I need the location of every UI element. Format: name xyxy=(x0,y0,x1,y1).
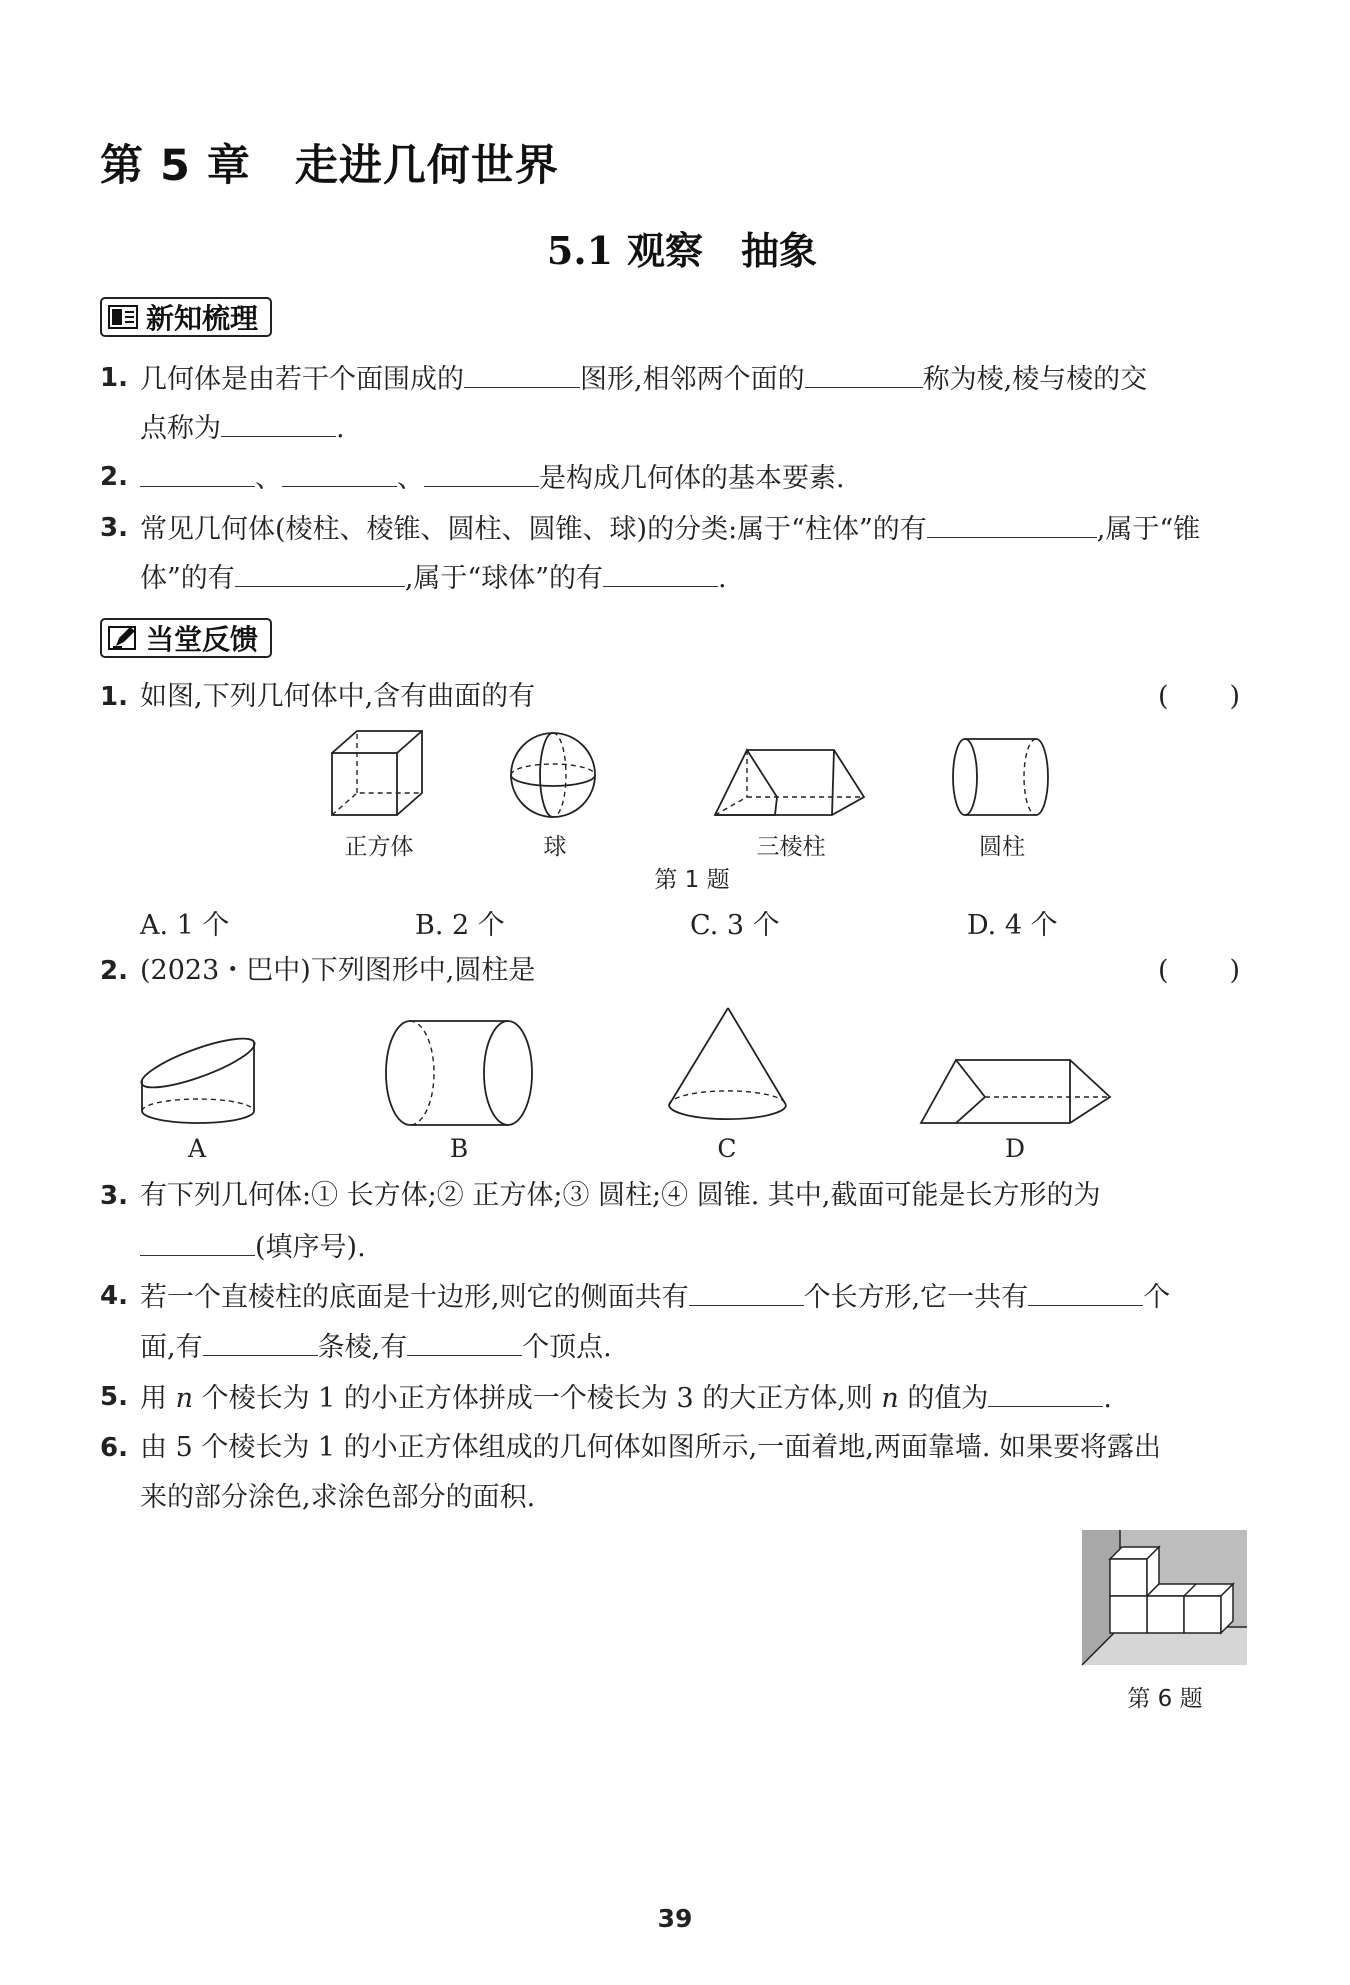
knowledge-tag xyxy=(100,297,272,337)
knowledge-q3 xyxy=(0,509,1350,594)
section-number: 5.1 xyxy=(546,228,614,273)
answer-blank[interactable] xyxy=(407,1327,522,1356)
question-text: 由 5 个棱长为 1 的小正方体组成的几何体如图所示,一面着地,两面靠墙. 如果要将露出 xyxy=(140,1432,1162,1463)
question-number: 4. xyxy=(100,1281,128,1311)
section-title xyxy=(0,220,1350,275)
cylinder-figure xyxy=(950,735,1052,820)
pencil-note-icon xyxy=(108,625,138,651)
question-number: 2. xyxy=(100,462,128,492)
feedback-q4 xyxy=(0,1277,1350,1363)
answer-blank[interactable] xyxy=(464,359,580,388)
figure-label: C xyxy=(717,1134,737,1163)
slanted-cylinder-figure xyxy=(135,1018,260,1125)
answer-parentheses[interactable]: ( ) xyxy=(1158,681,1240,712)
answer-blank[interactable] xyxy=(689,1277,804,1306)
knowledge-q1 xyxy=(0,359,1350,444)
cylinder-b-figure xyxy=(382,1018,537,1128)
answer-blank[interactable] xyxy=(140,458,255,487)
feedback-q6 xyxy=(0,1429,1350,1513)
question-text-cont: 来的部分涂色,求涂色部分的面积. xyxy=(140,1482,536,1513)
option-b[interactable]: B. 2 个 xyxy=(415,910,505,941)
feedback-tag xyxy=(100,618,272,658)
stacked-cubes-figure xyxy=(1082,1530,1247,1668)
question-text: 几何体是由若干个面围成的 图形,相邻两个面的 称为棱,棱与棱的交 xyxy=(140,359,1147,399)
question-text: 若一个直棱柱的底面是十边形,则它的侧面共有 个长方形,它一共有 个 xyxy=(140,1277,1170,1317)
answer-blank[interactable] xyxy=(1028,1277,1143,1306)
figure-label: 圆柱 xyxy=(979,834,1025,860)
figure-label: 三棱柱 xyxy=(756,834,826,860)
option-a[interactable]: A. 1 个 xyxy=(140,910,230,941)
answer-blank[interactable] xyxy=(988,1378,1103,1407)
question-text: 、 、 是构成几何体的基本要素. xyxy=(140,458,845,498)
question-text: 有下列几何体:① 长方体;② 正方体;③ 圆柱;④ 圆锥. 其中,截面可能是长方形的为 xyxy=(140,1180,1101,1211)
question-text-cont: (填序号). xyxy=(140,1227,366,1267)
answer-blank[interactable] xyxy=(221,408,336,437)
answer-blank[interactable] xyxy=(603,558,718,587)
answer-blank[interactable] xyxy=(927,509,1097,538)
answer-blank[interactable] xyxy=(235,558,405,587)
question-number: 6. xyxy=(100,1433,128,1463)
answer-blank[interactable] xyxy=(140,1227,255,1256)
figure-caption: 第 6 题 xyxy=(1127,1686,1203,1712)
figure-label: 正方体 xyxy=(344,834,414,860)
figure-label: A xyxy=(187,1134,207,1163)
figure-label: D xyxy=(1004,1134,1026,1163)
cube-figure xyxy=(320,728,430,823)
question-text-cont: 面,有 条棱,有 个顶点. xyxy=(140,1327,612,1367)
answer-blank[interactable] xyxy=(282,458,397,487)
question-text-cont: 体”的有 ,属于“球体”的有 . xyxy=(140,558,727,598)
question-text: (2023・巴中)下列图形中,圆柱是 xyxy=(140,955,536,986)
figure-caption: 第 1 题 xyxy=(654,867,730,893)
question-number: 1. xyxy=(100,363,128,393)
question-number: 1. xyxy=(100,682,128,712)
option-c[interactable]: C. 3 个 xyxy=(690,910,780,941)
question-number: 3. xyxy=(100,513,128,543)
figure-label: 球 xyxy=(543,834,567,860)
answer-parentheses[interactable]: ( ) xyxy=(1158,955,1240,986)
sphere-figure xyxy=(508,730,598,820)
feedback-tag-label: 当堂反馈 xyxy=(146,623,259,656)
answer-blank[interactable] xyxy=(203,1327,318,1356)
question-number: 2. xyxy=(100,956,128,986)
section-name: 观察 抽象 xyxy=(627,228,818,273)
figure-label: B xyxy=(449,1134,469,1163)
question-number: 3. xyxy=(100,1181,128,1211)
question-text: 如图,下列几何体中,含有曲面的有 xyxy=(140,681,536,712)
book-icon xyxy=(108,304,138,330)
question-text: 常见几何体(棱柱、棱锥、圆柱、圆锥、球)的分类:属于“柱体”的有 ,属于“锥 xyxy=(140,509,1200,549)
triangular-prism-figure xyxy=(712,745,867,820)
answer-blank[interactable] xyxy=(424,458,539,487)
answer-blank[interactable] xyxy=(805,359,923,388)
feedback-q3 xyxy=(0,1177,1350,1263)
question-text: 用 n 个棱长为 1 的小正方体拼成一个棱长为 3 的大正方体,则 n 的值为 . xyxy=(140,1378,1112,1418)
cone-figure xyxy=(665,1005,790,1125)
page-number: 39 xyxy=(657,1904,693,1933)
knowledge-tag-label: 新知梳理 xyxy=(146,302,259,335)
chapter-title: 第 5 章 走进几何世界 xyxy=(100,141,559,191)
prism-d-figure xyxy=(918,1055,1113,1127)
question-number: 5. xyxy=(100,1382,128,1412)
question-text-cont: 点称为 . xyxy=(140,408,345,448)
option-d[interactable]: D. 4 个 xyxy=(967,910,1058,941)
